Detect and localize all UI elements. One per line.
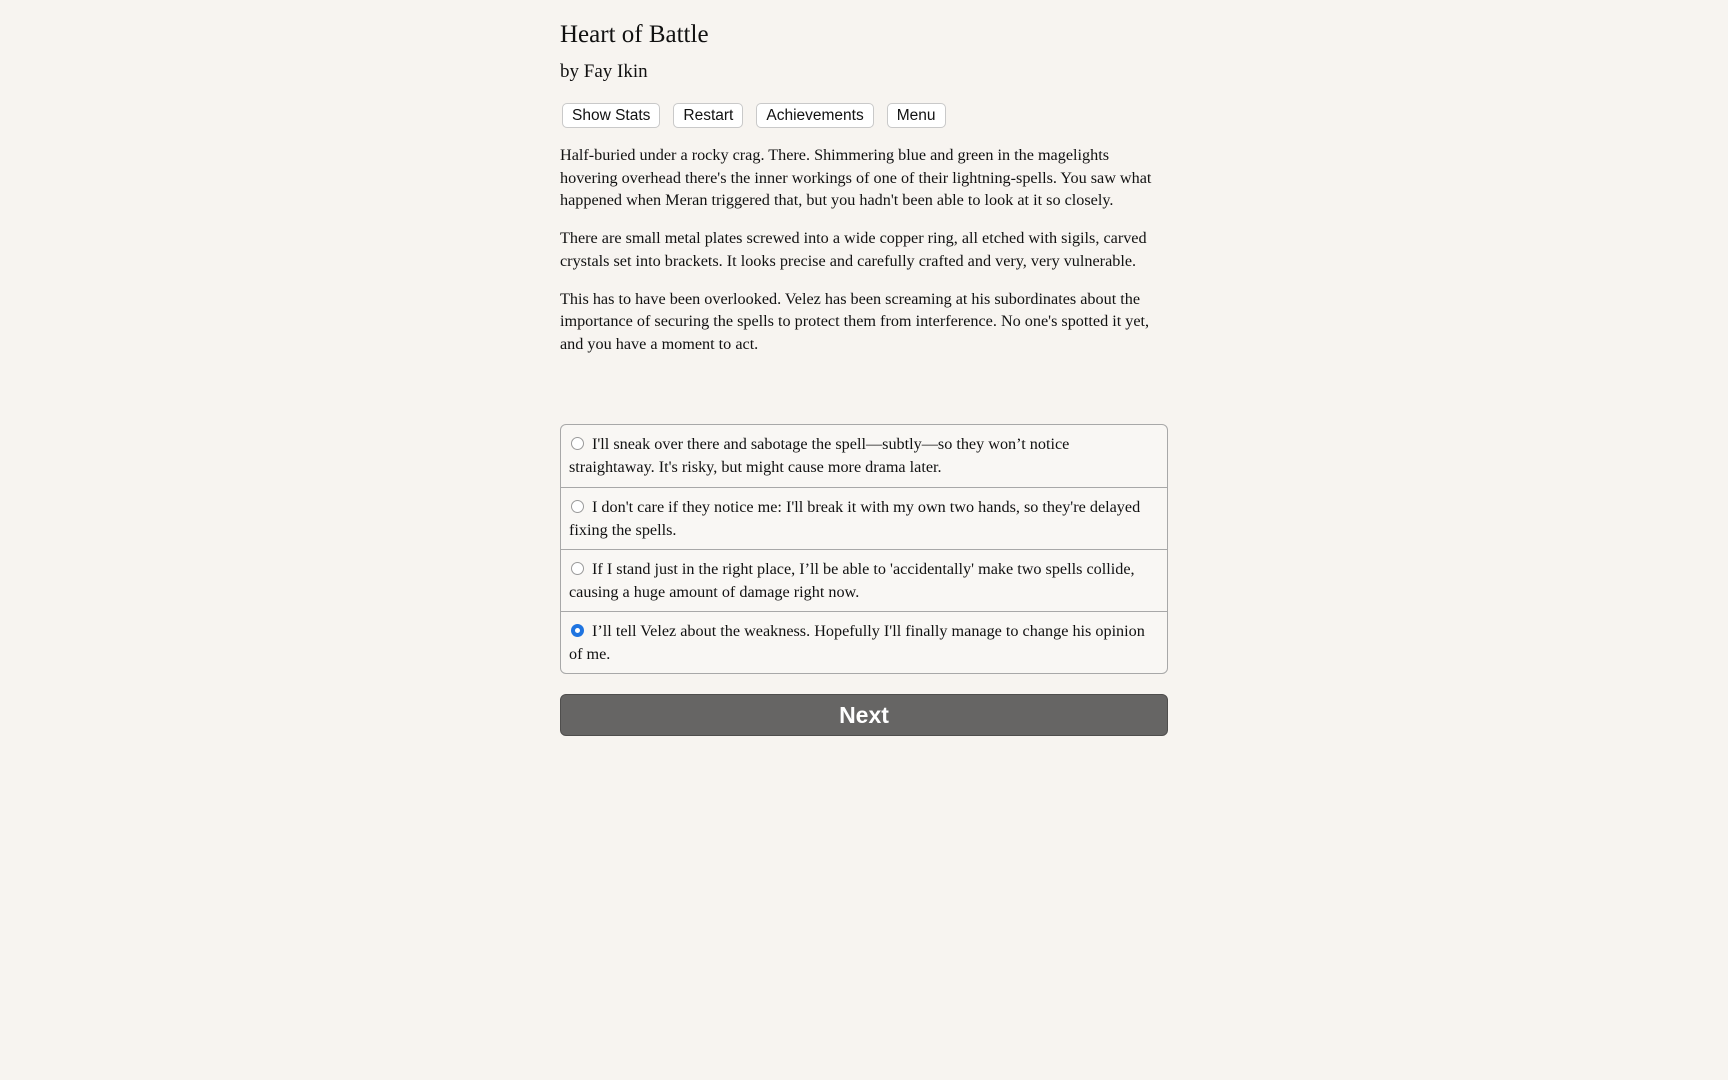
choice-label: I’ll tell Velez about the weakness. Hopefully I'll finally manage to change his opinion of me. [569, 622, 1145, 663]
next-button[interactable]: Next [560, 694, 1168, 736]
choice-list [560, 424, 1168, 674]
story-text [560, 144, 1168, 371]
choice-option[interactable] [561, 611, 1167, 673]
story-paragraph: There are small metal plates screwed into a wide copper ring, all etched with sigils, carved crystals set into brackets. It looks precise and carefully crafted and very, very vulnerable. [560, 229, 1147, 270]
radio-button[interactable] [571, 624, 584, 637]
radio-button[interactable] [571, 437, 584, 450]
restart-button[interactable]: Restart [673, 103, 743, 128]
author-byline: by Fay Ikin [560, 61, 648, 82]
choice-label: I don't care if they notice me: I'll break it with my own two hands, so they're delayed fixing the spells. [569, 498, 1141, 539]
story-paragraph: Half-buried under a rocky crag. There. Shimmering blue and green in the magelights hovering overhead there's the inner workings of one of their lightning-spells. You saw what happened when Meran triggered that, but you hadn't been able to look at it so closely. [560, 146, 1152, 210]
radio-button[interactable] [571, 500, 584, 513]
game-title: Heart of Battle [560, 21, 709, 48]
choice-label: If I stand just in the right place, I’ll be able to 'accidentally' make two spells collide, causing a huge amount of damage right now. [569, 560, 1135, 601]
choice-label: I'll sneak over there and sabotage the spell—subtly—so they won’t notice straightaway. It's risky, but might cause more drama later. [569, 435, 1070, 476]
achievements-button[interactable]: Achievements [756, 103, 873, 128]
toolbar [562, 103, 946, 128]
show-stats-button[interactable]: Show Stats [562, 103, 660, 128]
choice-option[interactable] [561, 487, 1167, 549]
radio-button[interactable] [571, 562, 584, 575]
story-paragraph: This has to have been overlooked. Velez has been screaming at his subordinates about the importance of securing the spells to protect them from interference. No one's spotted it yet, and you have a moment to act. [560, 289, 1150, 353]
choice-option[interactable] [561, 549, 1167, 611]
choice-option[interactable] [561, 425, 1167, 487]
menu-button[interactable]: Menu [887, 103, 946, 128]
